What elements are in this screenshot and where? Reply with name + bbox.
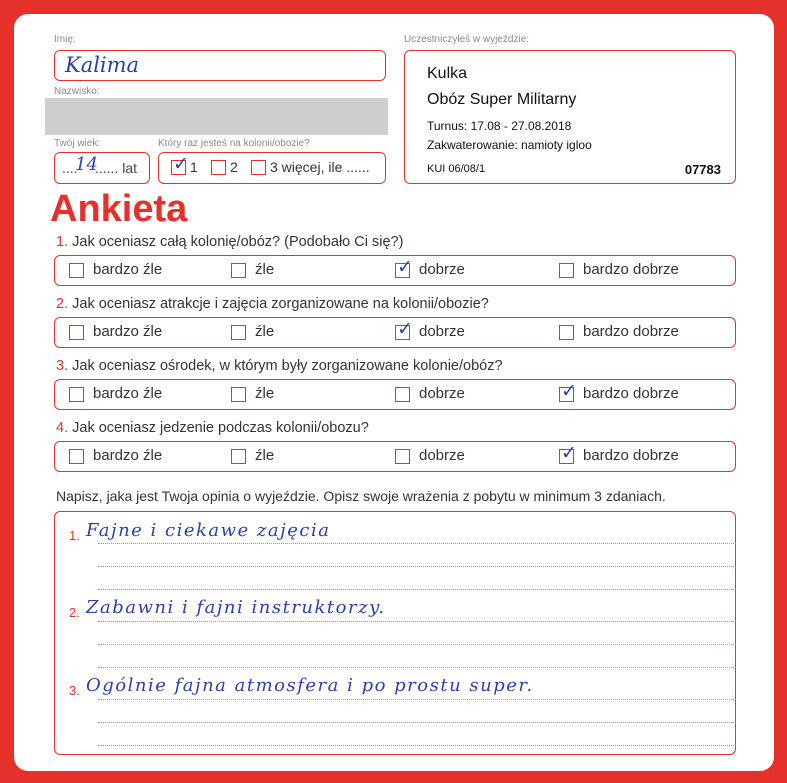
writing-line — [98, 745, 736, 746]
survey-sheet — [14, 14, 774, 771]
question-number: 1. — [56, 234, 69, 250]
answer-option-label: dobrze — [419, 447, 465, 464]
opinion-text-3: Ogólnie fajna atmosfera i po prostu super. — [86, 675, 534, 696]
times-option-3: 3 więcej, ile ...... — [270, 159, 370, 175]
name-label: Imię: — [54, 34, 76, 45]
opinion-text-1: Fajne i ciekawe zajęcia — [86, 520, 331, 541]
answer-checkbox[interactable] — [231, 325, 246, 340]
trip-info-box — [404, 50, 736, 184]
question-text: Jak oceniasz jedzenie podczas kolonii/obozu? — [72, 420, 369, 436]
writing-line — [98, 667, 736, 668]
times-field — [158, 152, 386, 184]
trip-label: Uczestniczyłeś w wyjeździe: — [404, 34, 530, 45]
answer-option-label: bardzo źle — [93, 323, 163, 340]
age-label: Twój wiek: — [54, 138, 101, 149]
question-number: 2. — [56, 296, 69, 312]
opinion-text-2: Zabawni i fajni instruktorzy. — [86, 597, 386, 618]
opinion-number-3: 3. — [69, 683, 80, 698]
opinion-box[interactable] — [54, 511, 736, 755]
answer-checkbox[interactable] — [69, 263, 84, 278]
answer-option-label: dobrze — [419, 323, 465, 340]
question-2 — [56, 296, 489, 312]
times-label: Który raz jesteś na kolonii/obozie? — [158, 138, 310, 149]
writing-line — [98, 644, 736, 645]
question-4 — [56, 420, 369, 436]
times-checkbox-1[interactable] — [171, 153, 189, 175]
surname-redaction — [45, 98, 388, 135]
answer-checkbox[interactable] — [231, 263, 246, 278]
answer-checkbox[interactable] — [559, 380, 577, 402]
name-value: Kalima — [65, 53, 140, 77]
answer-checkbox[interactable] — [395, 318, 413, 340]
writing-line — [98, 589, 736, 590]
answer-checkbox[interactable] — [559, 263, 574, 278]
question-text: Jak oceniasz atrakcje i zajęcia zorganizowane na kolonii/obozie? — [72, 296, 489, 312]
question-number: 3. — [56, 358, 69, 374]
answer-row-1 — [54, 255, 736, 286]
answer-option-label: dobrze — [419, 385, 465, 402]
checkmark-icon: ✓ — [561, 380, 577, 402]
checkmark-icon: ✓ — [397, 318, 413, 340]
question-3 — [56, 358, 503, 374]
answer-row-3 — [54, 379, 736, 410]
age-value: 14 — [75, 154, 98, 175]
trip-turnus: Turnus: 17.08 - 27.08.2018 — [427, 119, 572, 133]
answer-checkbox[interactable] — [559, 325, 574, 340]
answer-option-label: bardzo źle — [93, 447, 163, 464]
answer-option-label: źle — [255, 447, 275, 464]
answer-option-label: bardzo źle — [93, 261, 163, 278]
answer-option-label: bardzo źle — [93, 385, 163, 402]
answer-checkbox[interactable] — [231, 449, 246, 464]
answer-checkbox[interactable] — [69, 325, 84, 340]
question-1 — [56, 234, 403, 250]
answer-option-label: źle — [255, 385, 275, 402]
age-field[interactable] — [54, 152, 150, 184]
writing-line — [98, 566, 736, 567]
answer-checkbox[interactable] — [395, 449, 410, 464]
opinion-prompt: Napisz, jaka jest Twoja opinia o wyjeździe. Opisz swoje wrażenia z pobytu w minimum 3 zdaniach. — [56, 488, 666, 504]
answer-row-4 — [54, 441, 736, 472]
times-checkbox-2[interactable] — [211, 160, 226, 175]
checkmark-icon: ✓ — [173, 153, 189, 175]
name-field[interactable] — [54, 50, 386, 81]
answer-option-label: bardzo dobrze — [583, 323, 679, 340]
age-prefix: .... — [62, 160, 78, 176]
survey-title: Ankieta — [50, 188, 188, 230]
checkmark-icon: ✓ — [397, 256, 413, 278]
answer-checkbox[interactable] — [559, 442, 577, 464]
opinion-number-2: 2. — [69, 605, 80, 620]
checkmark-icon: ✓ — [561, 442, 577, 464]
times-option-1: 1 — [190, 159, 198, 175]
answer-option-label: bardzo dobrze — [583, 447, 679, 464]
answer-checkbox[interactable] — [395, 387, 410, 402]
trip-camp: Obóz Super Militarny — [427, 91, 577, 108]
answer-row-2 — [54, 317, 736, 348]
times-checkbox-3[interactable] — [251, 160, 266, 175]
trip-number: 07783 — [684, 162, 721, 177]
trip-code: KUI 06/08/1 — [427, 163, 486, 175]
question-number: 4. — [56, 420, 69, 436]
writing-line — [98, 621, 736, 622]
question-text: Jak oceniasz ośrodek, w którym były zorganizowane kolonie/obóz? — [72, 358, 503, 374]
answer-checkbox[interactable] — [69, 387, 84, 402]
answer-option-label: źle — [255, 261, 275, 278]
age-suffix: ...... lat — [95, 160, 138, 176]
answer-option-label: bardzo dobrze — [583, 261, 679, 278]
question-text: Jak oceniasz całą kolonię/obóz? (Podobało Ci się?) — [72, 234, 404, 250]
answer-checkbox[interactable] — [395, 256, 413, 278]
answer-checkbox[interactable] — [69, 449, 84, 464]
writing-line — [98, 543, 736, 544]
answer-option-label: źle — [255, 323, 275, 340]
answer-option-label: bardzo dobrze — [583, 385, 679, 402]
opinion-number-1: 1. — [69, 528, 80, 543]
answer-option-label: dobrze — [419, 261, 465, 278]
answer-checkbox[interactable] — [231, 387, 246, 402]
writing-line — [98, 699, 736, 700]
times-option-2: 2 — [230, 159, 238, 175]
trip-name: Kulka — [427, 65, 468, 82]
surname-label: Nazwisko: — [54, 86, 100, 97]
writing-line — [98, 722, 736, 723]
trip-accommodation: Zakwaterowanie: namioty igloo — [427, 138, 592, 152]
